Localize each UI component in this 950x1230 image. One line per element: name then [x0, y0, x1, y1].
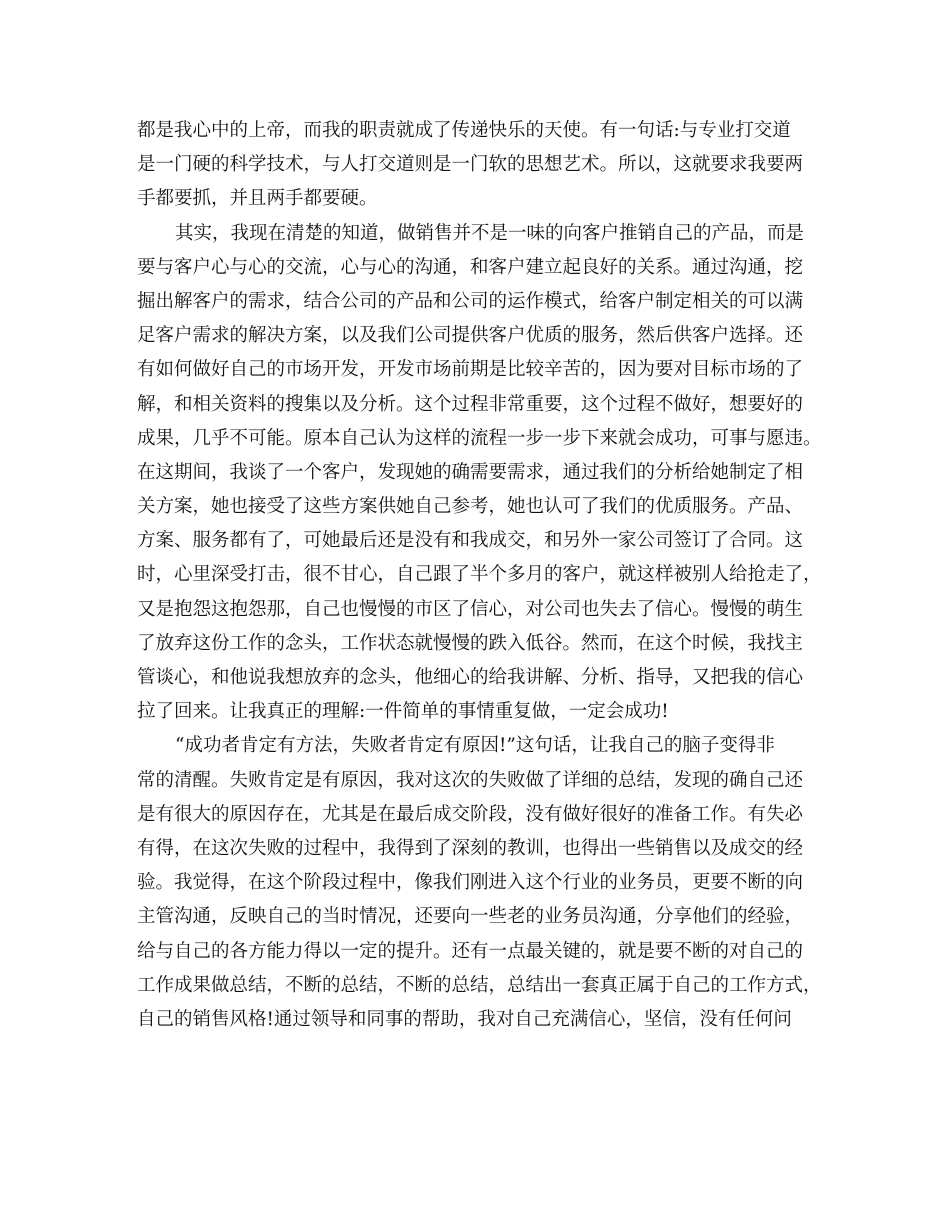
text-line: 是有很大的原因存在，尤其是在最后成交阶段，没有做好很好的准备工作。有失必 [137, 803, 804, 825]
text-line: 常的清醒。失败肯定是有原因，我对这次的失败做了详细的总结，发现的确自己还 [137, 769, 804, 791]
text-line: 都是我心中的上帝，而我的职责就成了传递快乐的天使。有一句话:与专业打交道 [137, 120, 791, 141]
paragraph-first-line: “成功者肯定有方法，失败者肯定有原因!”这句话，让我自己的脑子变得非 [175, 735, 775, 757]
text-line: 关方案，她也接受了这些方案供她自己参考，她也认可了我们的优质服务。产品、 [137, 496, 804, 518]
text-line: 解，和相关资料的搜集以及分析。这个过程非常重要，这个过程不做好，想要好的 [137, 393, 804, 415]
paragraph-first-line: 其实，我现在清楚的知道，做销售并不是一味的向客户推销自己的产品，而是 [175, 222, 805, 244]
text-line: 有得，在这次失败的过程中，我得到了深刻的教训，也得出一些销售以及成交的经 [137, 837, 804, 859]
text-line: 主管沟通，反映自己的当时情况，还要向一些老的业务员沟通，分享他们的经验， [137, 906, 804, 928]
text-line: 了放弃这份工作的念头，工作状态就慢慢的跌入低谷。然而，在这个时候，我找主 [137, 632, 804, 654]
text-line: 要与客户心与心的交流，心与心的沟通，和客户建立起良好的关系。通过沟通，挖 [137, 256, 804, 278]
text-line: 手都要抓，并且两手都要硬。 [137, 188, 378, 210]
text-line: 掘出解客户的需求，结合公司的产品和公司的运作模式，给客户制定相关的可以满 [137, 290, 804, 312]
text-line: 时，心里深受打击，很不甘心，自己跟了半个多月的客户，就这样被别人给抢走了， [137, 564, 822, 586]
text-line: 在这期间，我谈了一个客户，发现她的确需要需求，通过我们的分析给她制定了相 [137, 461, 804, 483]
text-line: 方案、服务都有了，可她最后还是没有和我成交，和另外一家公司签订了合同。这 [137, 530, 804, 552]
text-line: 又是抱怨这抱怨那，自己也慢慢的市区了信心，对公司也失去了信心。慢慢的萌生 [137, 598, 804, 620]
text-line: 工作成果做总结，不断的总结，不断的总结，总结出一套真正属于自己的工作方式， [137, 974, 822, 996]
text-line: 足客户需求的解决方案，以及我们公司提供客户优质的服务，然后供客户选择。还 [137, 325, 804, 347]
text-line: 管谈心，和他说我想放弃的念头，他细心的给我讲解、分析、指导，又把我的信心 [137, 667, 804, 688]
text-line: 成果，几乎不可能。原本自己认为这样的流程一步一步下来就会成功，可事与愿违。 [137, 427, 822, 449]
text-line: 是一门硬的科学技术，与人打交道则是一门软的思想艺术。所以，这就要求我要两 [137, 154, 804, 176]
text-line: 自己的销售风格!通过领导和同事的帮助，我对自己充满信心，坚信，没有任何问 [137, 1008, 792, 1030]
body-text [137, 114, 827, 1037]
text-line: 拉了回来。让我真正的理解:一件简单的事情重复做，一定会成功! [137, 701, 669, 723]
text-line: 验。我觉得，在这个阶段过程中，像我们刚进入这个行业的业务员，更要不断的向 [137, 872, 804, 894]
text-line: 有如何做好自己的市场开发，开发市场前期是比较辛苦的，因为要对目标市场的了 [137, 359, 804, 381]
text-line: 给与自己的各方能力得以一定的提升。还有一点最关键的，就是要不断的对自己的 [137, 940, 804, 962]
